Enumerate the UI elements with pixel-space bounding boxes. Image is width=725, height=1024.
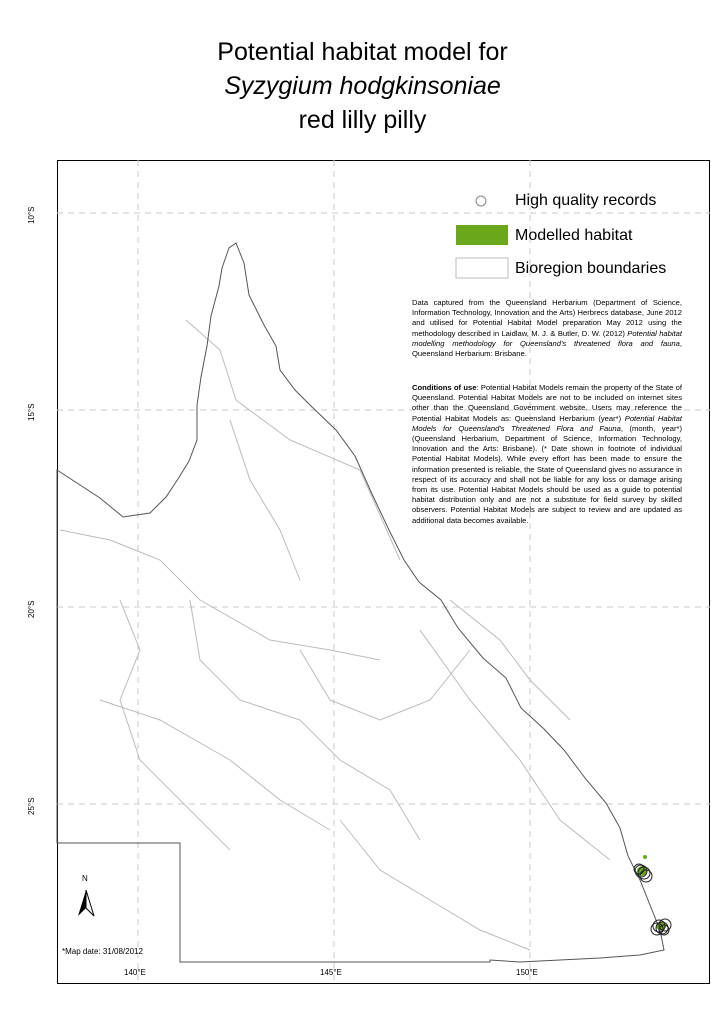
data-source-note: Data captured from the Queensland Herbarium (Department of Science, Information Technology, Innovation and the Arts) Herbrecs database, June 2012 and utilised for Potential Habitat Model preparation May 2012 using the methodology described in Laidlaw, M. J. & Butler, D. W. (2012) Potential habitat modelling methodology for Queensland's threatened flora and fauna, Queensland Herbarium: Brisbane.: [412, 298, 682, 359]
north-label: N: [82, 874, 88, 883]
legend-label-records: High quality records: [515, 192, 657, 209]
legend-bioregion-symbol: [456, 258, 508, 278]
conditions-heading: Conditions of use: [412, 383, 477, 392]
map-title-species: Syzygium hodgkinsoniae: [224, 72, 501, 100]
lat-label-20s: 20°S: [27, 600, 36, 618]
lon-label-150e: 150°E: [516, 968, 538, 977]
north-arrow-icon: [78, 890, 94, 916]
map-date: *Map date: 31/08/2012: [62, 947, 143, 956]
modelled-habitat: [637, 855, 666, 930]
lat-label-15s: 15°S: [27, 403, 36, 421]
map-title-common-name: red lilly pilly: [298, 106, 427, 134]
legend-habitat-symbol: [456, 225, 508, 245]
lat-label-10s: 10°S: [27, 206, 36, 224]
legend-label-habitat: Modelled habitat: [515, 227, 633, 244]
lon-label-140e: 140°E: [124, 968, 146, 977]
graticule: [57, 160, 710, 984]
lat-label-25s: 25°S: [27, 797, 36, 815]
legend-label-bioregion: Bioregion boundaries: [515, 260, 667, 277]
map-title-line1: Potential habitat model for: [217, 38, 508, 66]
conditions-of-use: Conditions of use: Potential Habitat Models remain the property of the State of Queensland. Potential Habitat Models are not to be included on internet sites other than the Queensland Government website. Users may reference the Potential Habitat Models as: Queensland Herbarium (year*) Potential Habitat Models for Queensland's Threatened Flora and Fauna, (month, year*) (Queensland Herbarium, Department of Science, Information Technology, Innovation and the Arts: Brisbane). (* Date shown in footnote of individual Potential Habitat Models). While every effort has been made to ensure the information presented is reliable, the State of Queensland gives no assurance in respect of its accuracy and shall not be liable for any loss or damage arising from its use. Potential Habitat Models should be used as a guide to potential habitat distribution only and are not a substitute for field survey by skilled observers. Potential Habitat Models are subject to review and are updated as additional data becomes available.: [412, 383, 682, 525]
lon-label-145e: 145°E: [320, 968, 342, 977]
legend-record-symbol: [476, 196, 486, 206]
